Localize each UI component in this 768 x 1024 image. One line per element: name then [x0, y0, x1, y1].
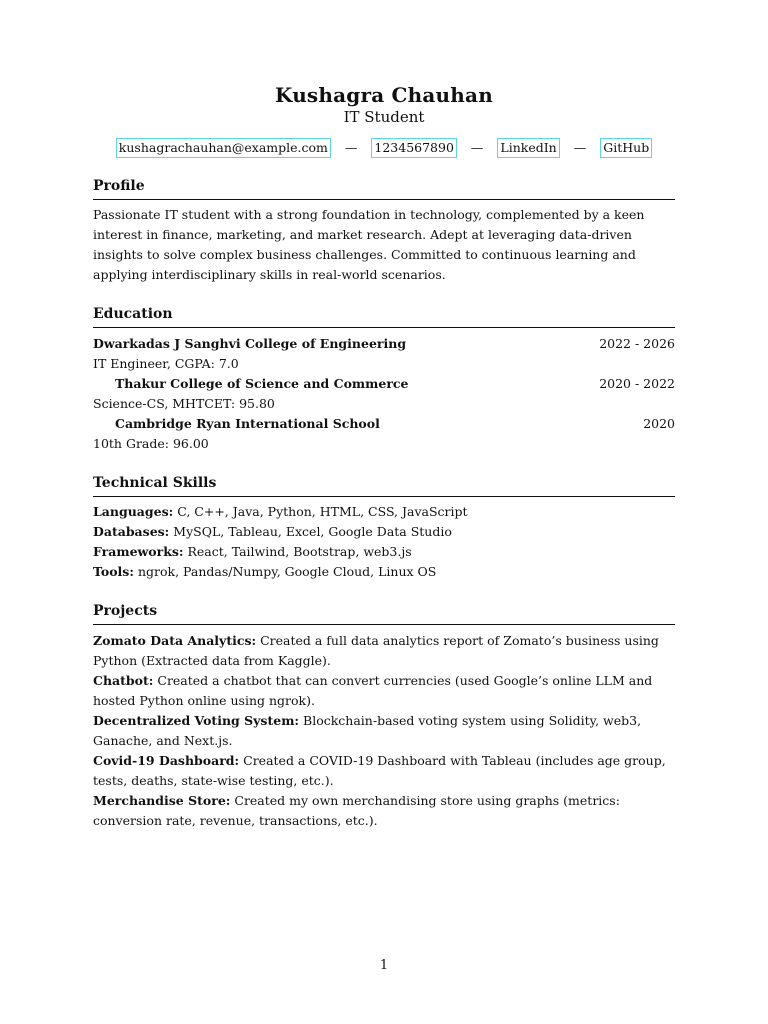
page-number: 1: [379, 958, 389, 973]
skill-value: ngrok, Pandas/Numpy, Google Cloud, Linux OS: [137, 564, 437, 579]
education-row: [93, 374, 675, 394]
project-description: Created a chatbot that can convert currencies (used Google’s online LLM and hosted Python online using ngrok).: [93, 673, 653, 708]
project-name: Decentralized Voting System:: [93, 713, 300, 728]
education-years: 2020: [643, 416, 675, 431]
education-row: [93, 414, 675, 434]
education-detail: 10th Grade: 96.00: [93, 436, 209, 451]
section-title-skills: Technical Skills: [93, 474, 675, 497]
skill-label: Databases:: [93, 524, 170, 539]
skill-line: [93, 502, 675, 522]
project-item: [93, 791, 675, 831]
separator: —: [470, 140, 484, 155]
resume-page: [93, 0, 675, 1024]
contact-bar: [93, 138, 675, 158]
github-link[interactable]: GitHub: [600, 138, 652, 158]
profile-text: Passionate IT student with a strong foundation in technology, complemented by a keen interest in finance, marketing, and market research. Adept at leveraging data-driven insights to solve complex business challenges. Committed to continuous learning and applying interdisciplinary skills in real-world scenarios.: [93, 207, 645, 282]
skill-label: Tools:: [93, 564, 134, 579]
skill-value: C, C++, Java, Python, HTML, CSS, JavaScript: [177, 504, 468, 519]
project-description: Created a COVID-19 Dashboard with Tableau (includes age group, tests, deaths, state-wise testing, etc.).: [93, 753, 666, 788]
project-item: [93, 711, 675, 751]
project-description: Created a full data analytics report of Zomato’s business using Python (Extracted data from Kaggle).: [93, 633, 659, 668]
skill-line: [93, 522, 675, 542]
education-row: [93, 334, 675, 354]
section-title-projects: Projects: [93, 602, 675, 625]
section-title-profile: Profile: [93, 177, 675, 200]
linkedin-link[interactable]: LinkedIn: [497, 138, 559, 158]
education-detail: Science-CS, MHTCET: 95.80: [93, 396, 275, 411]
section-title-education: Education: [93, 305, 675, 328]
phone-link[interactable]: 1234567890: [371, 138, 457, 158]
school-name: Thakur College of Science and Commerce: [115, 376, 409, 391]
education-detail: IT Engineer, CGPA: 7.0: [93, 356, 239, 371]
project-item: [93, 631, 675, 671]
resume-header: [93, 82, 675, 126]
skill-value: React, Tailwind, Bootstrap, web3.js: [187, 544, 412, 559]
project-name: Merchandise Store:: [93, 793, 231, 808]
skill-value: MySQL, Tableau, Excel, Google Data Studio: [173, 524, 452, 539]
candidate-name: Kushagra Chauhan: [275, 83, 493, 107]
separator: —: [573, 140, 587, 155]
skill-label: Languages:: [93, 504, 174, 519]
school-name: Dwarkadas J Sanghvi College of Engineering: [93, 336, 407, 351]
project-item: [93, 751, 675, 791]
candidate-title: IT Student: [343, 108, 425, 126]
project-name: Zomato Data Analytics:: [93, 633, 257, 648]
separator: —: [344, 140, 358, 155]
skill-line: [93, 542, 675, 562]
school-name: Cambridge Ryan International School: [115, 416, 380, 431]
skill-line: [93, 562, 675, 582]
project-name: Covid-19 Dashboard:: [93, 753, 240, 768]
education-years: 2022 - 2026: [599, 336, 675, 351]
education-years: 2020 - 2022: [599, 376, 675, 391]
email-link[interactable]: kushagrachauhan@example.com: [116, 138, 331, 158]
project-item: [93, 671, 675, 711]
skill-label: Frameworks:: [93, 544, 184, 559]
project-name: Chatbot:: [93, 673, 154, 688]
project-description: Created my own merchandising store using graphs (metrics: conversion rate, revenue, transactions, etc.).: [93, 793, 620, 828]
project-description: Blockchain-based voting system using Solidity, web3, Ganache, and Next.js.: [93, 713, 642, 748]
